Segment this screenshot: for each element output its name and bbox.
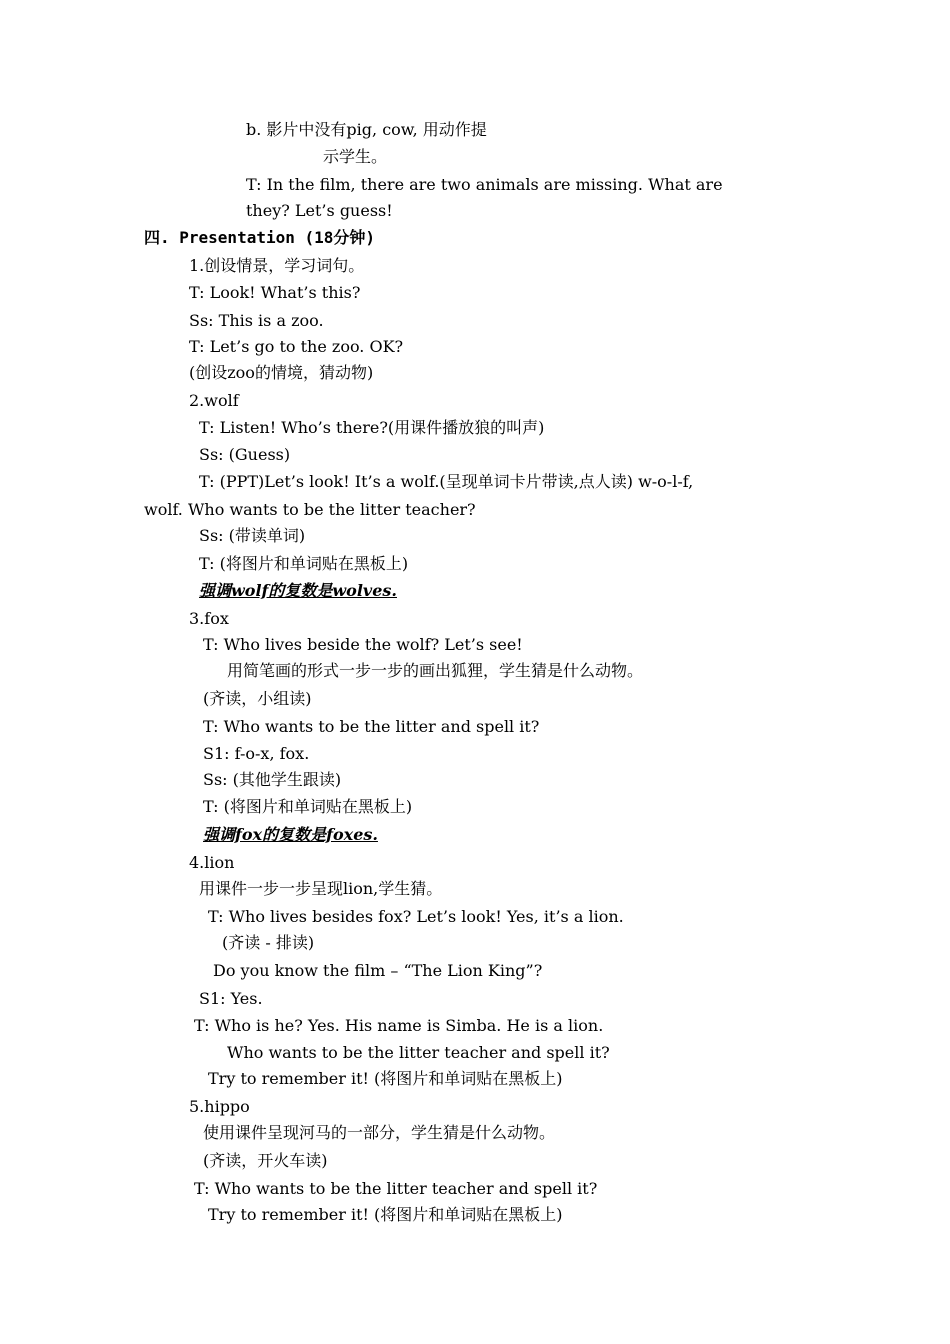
teacher-line-continuation: they? Let’s guess! bbox=[246, 201, 393, 220]
subsection-title: 1.创设情景，学习词句。 bbox=[189, 256, 365, 275]
dialogue-line: T: (PPT)Let’s look! It’s a wolf.(呈现单词卡片带读,点人读) w-o-l-f, bbox=[199, 472, 694, 491]
subsection-title-hippo: 5.hippo bbox=[189, 1097, 250, 1116]
note-line: (齐读，开火车读) bbox=[203, 1151, 328, 1170]
dialogue-line: T: Who lives besides fox? Let’s look! Yes, it’s a lion. bbox=[208, 907, 624, 926]
note-line: (齐读，小组读) bbox=[203, 689, 312, 708]
dialogue-line-continuation: wolf. Who wants to be the litter teacher? bbox=[144, 500, 476, 519]
dialogue-line: T: Who wants to be the litter teacher and spell it? bbox=[194, 1179, 598, 1198]
dialogue-line: T: Who wants to be the litter and spell it? bbox=[203, 717, 540, 736]
dialogue-line: T: Look! What’s this? bbox=[189, 283, 361, 302]
dialogue-line: Try to remember it! (将图片和单词贴在黑板上) bbox=[208, 1069, 563, 1088]
dialogue-line: Ss: (带读单词) bbox=[199, 526, 306, 545]
dialogue-line: Try to remember it! (将图片和单词贴在黑板上) bbox=[208, 1205, 563, 1224]
note-line: (齐读 - 排读) bbox=[222, 933, 315, 952]
dialogue-line: S1: f-o-x, fox. bbox=[203, 744, 310, 763]
subsection-title-lion: 4.lion bbox=[189, 853, 235, 872]
teacher-line: T: In the film, there are two animals are missing. What are bbox=[246, 175, 723, 194]
dialogue-line: T: Listen! Who’s there?(用课件播放狼的叫声) bbox=[199, 418, 545, 437]
dialogue-line: T: Who lives beside the wolf? Let’s see! bbox=[203, 635, 523, 654]
instruction-line: 使用课件呈现河马的一部分，学生猜是什么动物。 bbox=[203, 1123, 556, 1142]
dialogue-line: T: Who is he? Yes. His name is Simba. He is a lion. bbox=[194, 1016, 604, 1035]
note-line: (创设zoo的情境，猜动物) bbox=[189, 363, 374, 382]
step-b-line: b. 影片中没有pig, cow, 用动作提 bbox=[246, 120, 487, 139]
dialogue-line: Ss: This is a zoo. bbox=[189, 311, 324, 330]
section-heading-presentation: 四. Presentation (18分钟) bbox=[144, 228, 376, 247]
subsection-title-fox: 3.fox bbox=[189, 609, 229, 628]
dialogue-line: Ss: (其他学生跟读) bbox=[203, 770, 342, 789]
dialogue-line: T: Let’s go to the zoo. OK? bbox=[189, 337, 404, 356]
dialogue-line: Ss: (Guess) bbox=[199, 445, 291, 464]
dialogue-line: S1: Yes. bbox=[199, 989, 263, 1008]
subsection-title-wolf: 2.wolf bbox=[189, 391, 239, 410]
dialogue-line: T: (将图片和单词贴在黑板上) bbox=[203, 797, 413, 816]
emphasis-note-foxes: 强调fox的复数是foxes. bbox=[203, 825, 378, 844]
emphasis-note-wolves: 强调wolf的复数是wolves. bbox=[199, 581, 397, 600]
instruction-line: 用课件一步一步呈现lion,学生猜。 bbox=[199, 879, 443, 898]
step-b-continuation: 示学生。 bbox=[323, 147, 388, 166]
dialogue-line: T: (将图片和单词贴在黑板上) bbox=[199, 554, 409, 573]
dialogue-line: Who wants to be the litter teacher and spell it? bbox=[227, 1043, 610, 1062]
instruction-line: 用简笔画的形式一步一步的画出狐狸，学生猜是什么动物。 bbox=[227, 661, 644, 680]
dialogue-line: Do you know the film – “The Lion King”? bbox=[213, 961, 543, 980]
